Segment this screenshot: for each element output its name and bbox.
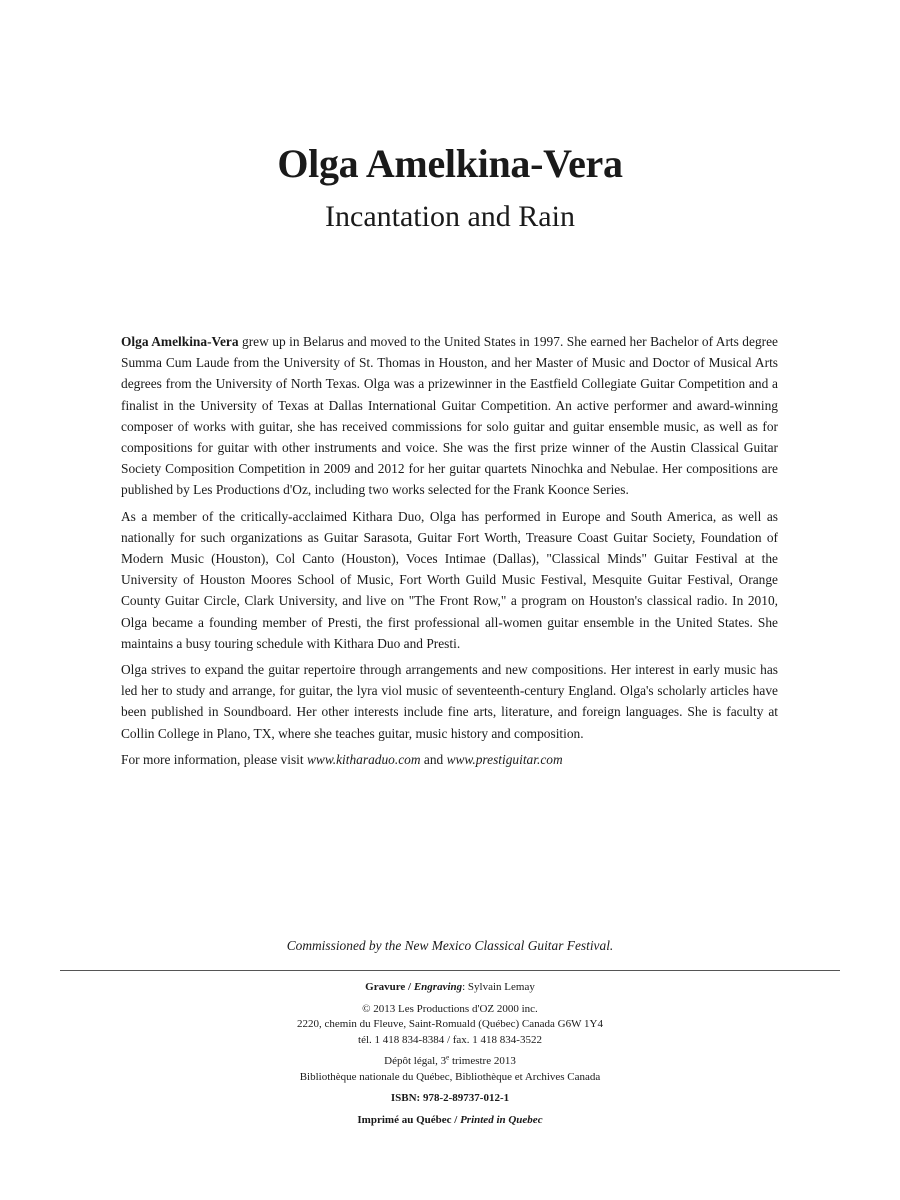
depot-suffix: trimestre 2013 xyxy=(449,1055,516,1067)
bio-paragraph-2: As a member of the critically-acclaimed Kithara Duo, Olga has performed in Europe and South America, as well as nationally for such organizations as Guitar Sarasota, Guitar Fort Worth, Treasure Coast Guitar Society, Foundation of Modern Music (Houston), Col Canto (Houston), Voces Intimae (Dallas), "Classical Minds" Guitar Festival at the University of Houston Moores School of Music, Fort Worth Guild Music Festival, Mesquite Guitar Festival, Orange County Guitar Circle, Clark University, and live on "The Front Row," a program on Houston's classical radio. In 2010, Olga became a founding member of Presti, the first professional all-women guitar ensemble in the United States. She maintains a busy touring schedule with Kithara Duo and Presti. xyxy=(121,508,778,651)
address-line: 2220, chemin du Fleuve, Saint-Romuald (Québec) Canada G6W 1Y4 xyxy=(297,1018,603,1030)
composer-biography xyxy=(121,331,778,775)
prestiguitar-link: www.prestiguitar.com xyxy=(446,751,563,767)
engraver-name: : Sylvain Lemay xyxy=(462,981,535,993)
printed-en: Printed in Quebec xyxy=(460,1113,543,1126)
printed-fr: Imprimé au Québec xyxy=(357,1113,452,1126)
divider-rule xyxy=(60,970,840,971)
commission-note: Commissioned by the New Mexico Classical Guitar Festival. xyxy=(286,938,614,953)
depot-superscript: e xyxy=(446,1053,450,1062)
kitharaduo-link: www.kitharaduo.com xyxy=(306,751,421,767)
publisher-credits xyxy=(0,980,900,1128)
bio-paragraph-1-text: grew up in Belarus and moved to the United States in 1997. She earned her Bachelor of Arts degree Summa Cum Laude from the University of St. Thomas in Houston, and her Master of Music and Doctor of Musical Arts degrees from the University of North Texas. Olga was a prizewinner in the Eastfield Collegiate Guitar Competition and a finalist in the University of Texas at Dallas International Guitar Competition. An active performer and award-winning composer of works with guitar, she has received commissions for solo guitar and guitar ensemble music, as well as for compositions for guitar with other instruments and voice. She was the first prize winner of the Austin Classical Guitar Society Composition Competition in 2009 and 2012 for her guitar quartets Ninochka and Nebulae. Her compositions are published by Les Productions d'Oz, including two works selected for the Frank Koonce Series. xyxy=(121,334,778,498)
bio-paragraph-4 xyxy=(121,749,778,770)
phone-fax-line: tél. 1 418 834-8384 / fax. 1 418 834-3522 xyxy=(358,1033,542,1046)
bio-name-bold: Olga Amelkina-Vera xyxy=(121,334,239,349)
copyright-line: © 2013 Les Productions d'OZ 2000 inc. xyxy=(362,1002,538,1015)
bio-paragraph-3: Olga strives to expand the guitar repertoire through arrangements and new compositions. Her interest in early music has led her to study and arrange, for guitar, the lyra viol music of seventeenth-century England. Olga's scholarly articles have been published in Soundboard. Her other interests include fine arts, literature, and foreign languages. She is faculty at Collin College in Plano, TX, where she teaches guitar, music history and composition. xyxy=(121,662,778,741)
isbn-line xyxy=(0,1091,900,1107)
isbn: ISBN: 978-2-89737-012-1 xyxy=(390,1092,510,1104)
more-info-and: and xyxy=(420,751,447,767)
engraving-line xyxy=(0,980,900,996)
engraving-sep: / xyxy=(405,981,414,993)
engraving-label-fr: Gravure xyxy=(365,981,406,993)
composer-name: Olga Amelkina-Vera xyxy=(277,141,623,186)
bio-paragraph-1 xyxy=(121,331,778,501)
printed-sep: / xyxy=(451,1113,461,1126)
depot-prefix: Dépôt légal, 3 xyxy=(384,1055,447,1067)
printed-line xyxy=(0,1113,900,1129)
engraving-label-en: Engraving xyxy=(413,981,463,993)
more-info-prefix: For more information, please visit xyxy=(121,751,307,767)
libraries-line: Bibliothèque nationale du Québec, Bibliothèque et Archives Canada xyxy=(299,1070,601,1083)
legal-deposit-line xyxy=(0,1054,900,1070)
work-title: Incantation and Rain xyxy=(325,200,575,233)
